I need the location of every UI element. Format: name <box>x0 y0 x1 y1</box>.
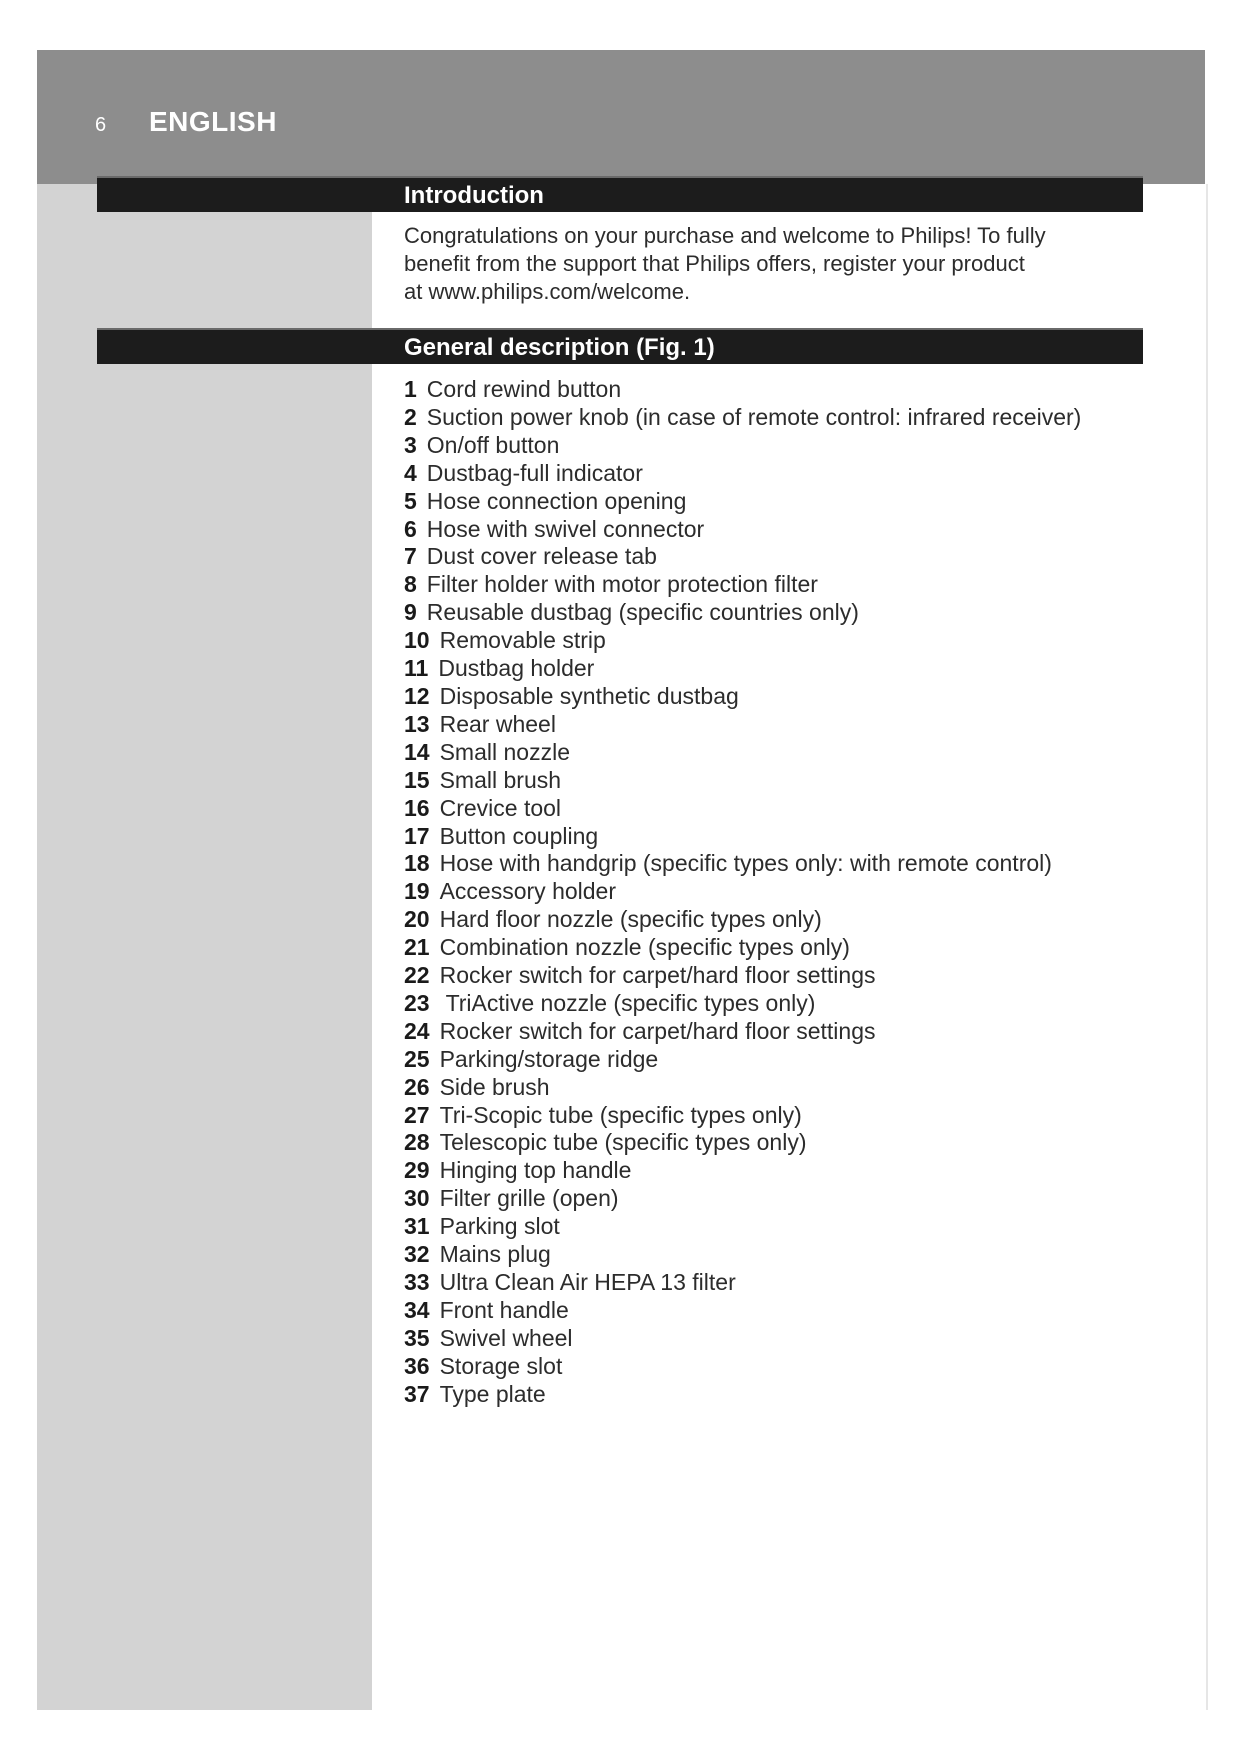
item-text: Dust cover release tab <box>426 543 657 570</box>
item-number: 5 <box>404 487 417 514</box>
list-item <box>404 516 1081 544</box>
intro-line: benefit from the support that Philips offers, register your product <box>404 251 1025 276</box>
list-item <box>404 460 1081 488</box>
item-text: Hard floor nozzle (specific types only) <box>439 906 822 933</box>
item-text: Filter holder with motor protection filter <box>426 571 818 598</box>
page-number: 6 <box>95 114 107 136</box>
item-text: Disposable synthetic dustbag <box>439 682 739 709</box>
item-number: 30 <box>404 1185 430 1212</box>
item-text: Combination nozzle (specific types only) <box>439 934 850 961</box>
item-text: Telescopic tube (specific types only) <box>439 1129 807 1156</box>
list-item <box>404 934 1081 962</box>
item-text: Type plate <box>439 1380 546 1407</box>
list-item <box>404 711 1081 739</box>
list-item <box>404 1074 1081 1102</box>
item-text: Button coupling <box>439 822 599 849</box>
list-item <box>404 906 1081 934</box>
item-number: 31 <box>404 1213 430 1240</box>
item-text: Tri-Scopic tube (specific types only) <box>439 1101 802 1128</box>
item-text: Rocker switch for carpet/hard floor settings <box>439 1017 876 1044</box>
right-rule <box>1206 184 1208 1710</box>
list-item <box>404 543 1081 571</box>
section-bar-general-description <box>97 328 1143 364</box>
item-number: 4 <box>404 459 417 486</box>
list-item <box>404 1102 1081 1130</box>
item-text: Reusable dustbag (specific countries only) <box>426 599 859 626</box>
item-text: Swivel wheel <box>439 1324 573 1351</box>
item-text: Removable strip <box>439 627 606 654</box>
item-number: 9 <box>404 599 417 626</box>
list-item <box>404 404 1081 432</box>
list-item <box>404 571 1081 599</box>
list-item <box>404 1129 1081 1157</box>
item-text: Small nozzle <box>439 738 570 765</box>
item-number: 11 <box>404 655 429 682</box>
item-number: 32 <box>404 1241 430 1268</box>
item-number: 35 <box>404 1324 430 1351</box>
parts-list <box>404 376 1081 1409</box>
item-text: TriActive nozzle (specific types only) <box>439 989 816 1016</box>
item-number: 13 <box>404 710 430 737</box>
item-number: 23 <box>404 989 430 1016</box>
item-text: Dustbag-full indicator <box>426 459 643 486</box>
item-number: 19 <box>404 878 430 905</box>
list-item <box>404 599 1081 627</box>
item-number: 33 <box>404 1269 430 1295</box>
item-text: Small brush <box>439 766 562 793</box>
item-number: 18 <box>404 850 430 877</box>
list-item <box>404 1381 1081 1409</box>
item-number: 2 <box>404 403 417 430</box>
item-text: Cord rewind button <box>426 376 622 402</box>
list-item <box>404 655 1081 683</box>
item-number: 34 <box>404 1296 430 1323</box>
item-number: 22 <box>404 962 430 989</box>
list-item <box>404 850 1081 878</box>
list-item <box>404 432 1081 460</box>
item-text: Crevice tool <box>439 794 562 821</box>
item-text: Hinging top handle <box>439 1157 632 1184</box>
item-number: 36 <box>404 1352 430 1379</box>
item-number: 14 <box>404 738 430 765</box>
item-text: Hose with swivel connector <box>426 515 705 542</box>
item-text: Filter grille (open) <box>439 1185 619 1212</box>
section-title-general-description: General description (Fig. 1) <box>404 334 715 361</box>
item-number: 27 <box>404 1101 430 1128</box>
item-number: 29 <box>404 1157 430 1184</box>
item-number: 28 <box>404 1129 430 1156</box>
list-item <box>404 1325 1081 1353</box>
item-text: Hose connection opening <box>426 487 687 514</box>
list-item <box>404 627 1081 655</box>
item-text: Ultra Clean Air HEPA 13 filter <box>439 1269 736 1295</box>
list-item <box>404 823 1081 851</box>
section-bar-introduction <box>97 176 1143 212</box>
item-number: 21 <box>404 934 430 961</box>
item-text: Rocker switch for carpet/hard floor settings <box>439 962 876 989</box>
list-item <box>404 878 1081 906</box>
item-text: Hose with handgrip (specific types only: with remote control) <box>439 850 1052 877</box>
left-margin-column <box>37 184 372 1710</box>
list-item <box>404 962 1081 990</box>
item-number: 16 <box>404 794 430 821</box>
item-number: 3 <box>404 431 417 458</box>
item-number: 7 <box>404 543 417 570</box>
list-item <box>404 683 1081 711</box>
list-item <box>404 376 1081 404</box>
item-text: Dustbag holder <box>438 655 595 682</box>
list-item <box>404 1213 1081 1241</box>
list-item <box>404 1241 1081 1269</box>
list-item <box>404 795 1081 823</box>
list-item <box>404 488 1081 516</box>
list-item <box>404 1046 1081 1074</box>
list-item <box>404 1185 1081 1213</box>
item-number: 8 <box>404 571 417 598</box>
item-number: 10 <box>404 627 430 654</box>
introduction-text <box>404 222 1104 306</box>
item-number: 17 <box>404 822 430 849</box>
item-number: 37 <box>404 1380 430 1407</box>
item-number: 26 <box>404 1073 430 1100</box>
list-item <box>404 1353 1081 1381</box>
item-text: Front handle <box>439 1296 569 1323</box>
intro-line: Congratulations on your purchase and welcome to Philips! To fully <box>404 223 1046 248</box>
item-text: Parking/storage ridge <box>439 1045 659 1072</box>
item-text: Mains plug <box>439 1241 551 1268</box>
list-item <box>404 767 1081 795</box>
item-number: 25 <box>404 1045 430 1072</box>
page-language: ENGLISH <box>149 106 277 137</box>
list-item <box>404 1018 1081 1046</box>
section-title-introduction: Introduction <box>404 182 544 209</box>
item-number: 12 <box>404 682 430 709</box>
item-text: Parking slot <box>439 1213 560 1240</box>
item-text: Suction power knob (in case of remote control: infrared receiver) <box>426 403 1082 430</box>
item-number: 20 <box>404 906 430 933</box>
item-text: Storage slot <box>439 1352 563 1379</box>
list-item <box>404 739 1081 767</box>
intro-line: at www.philips.com/welcome. <box>404 279 691 304</box>
item-text: Rear wheel <box>439 710 556 737</box>
item-text: Side brush <box>439 1073 550 1100</box>
list-item <box>404 1269 1081 1297</box>
item-text: Accessory holder <box>439 878 617 905</box>
item-number: 24 <box>404 1017 430 1044</box>
list-item <box>404 1157 1081 1185</box>
item-number: 1 <box>404 376 417 402</box>
item-text: On/off button <box>426 431 560 458</box>
list-item <box>404 990 1081 1018</box>
item-number: 6 <box>404 515 417 542</box>
item-number: 15 <box>404 766 430 793</box>
list-item <box>404 1297 1081 1325</box>
